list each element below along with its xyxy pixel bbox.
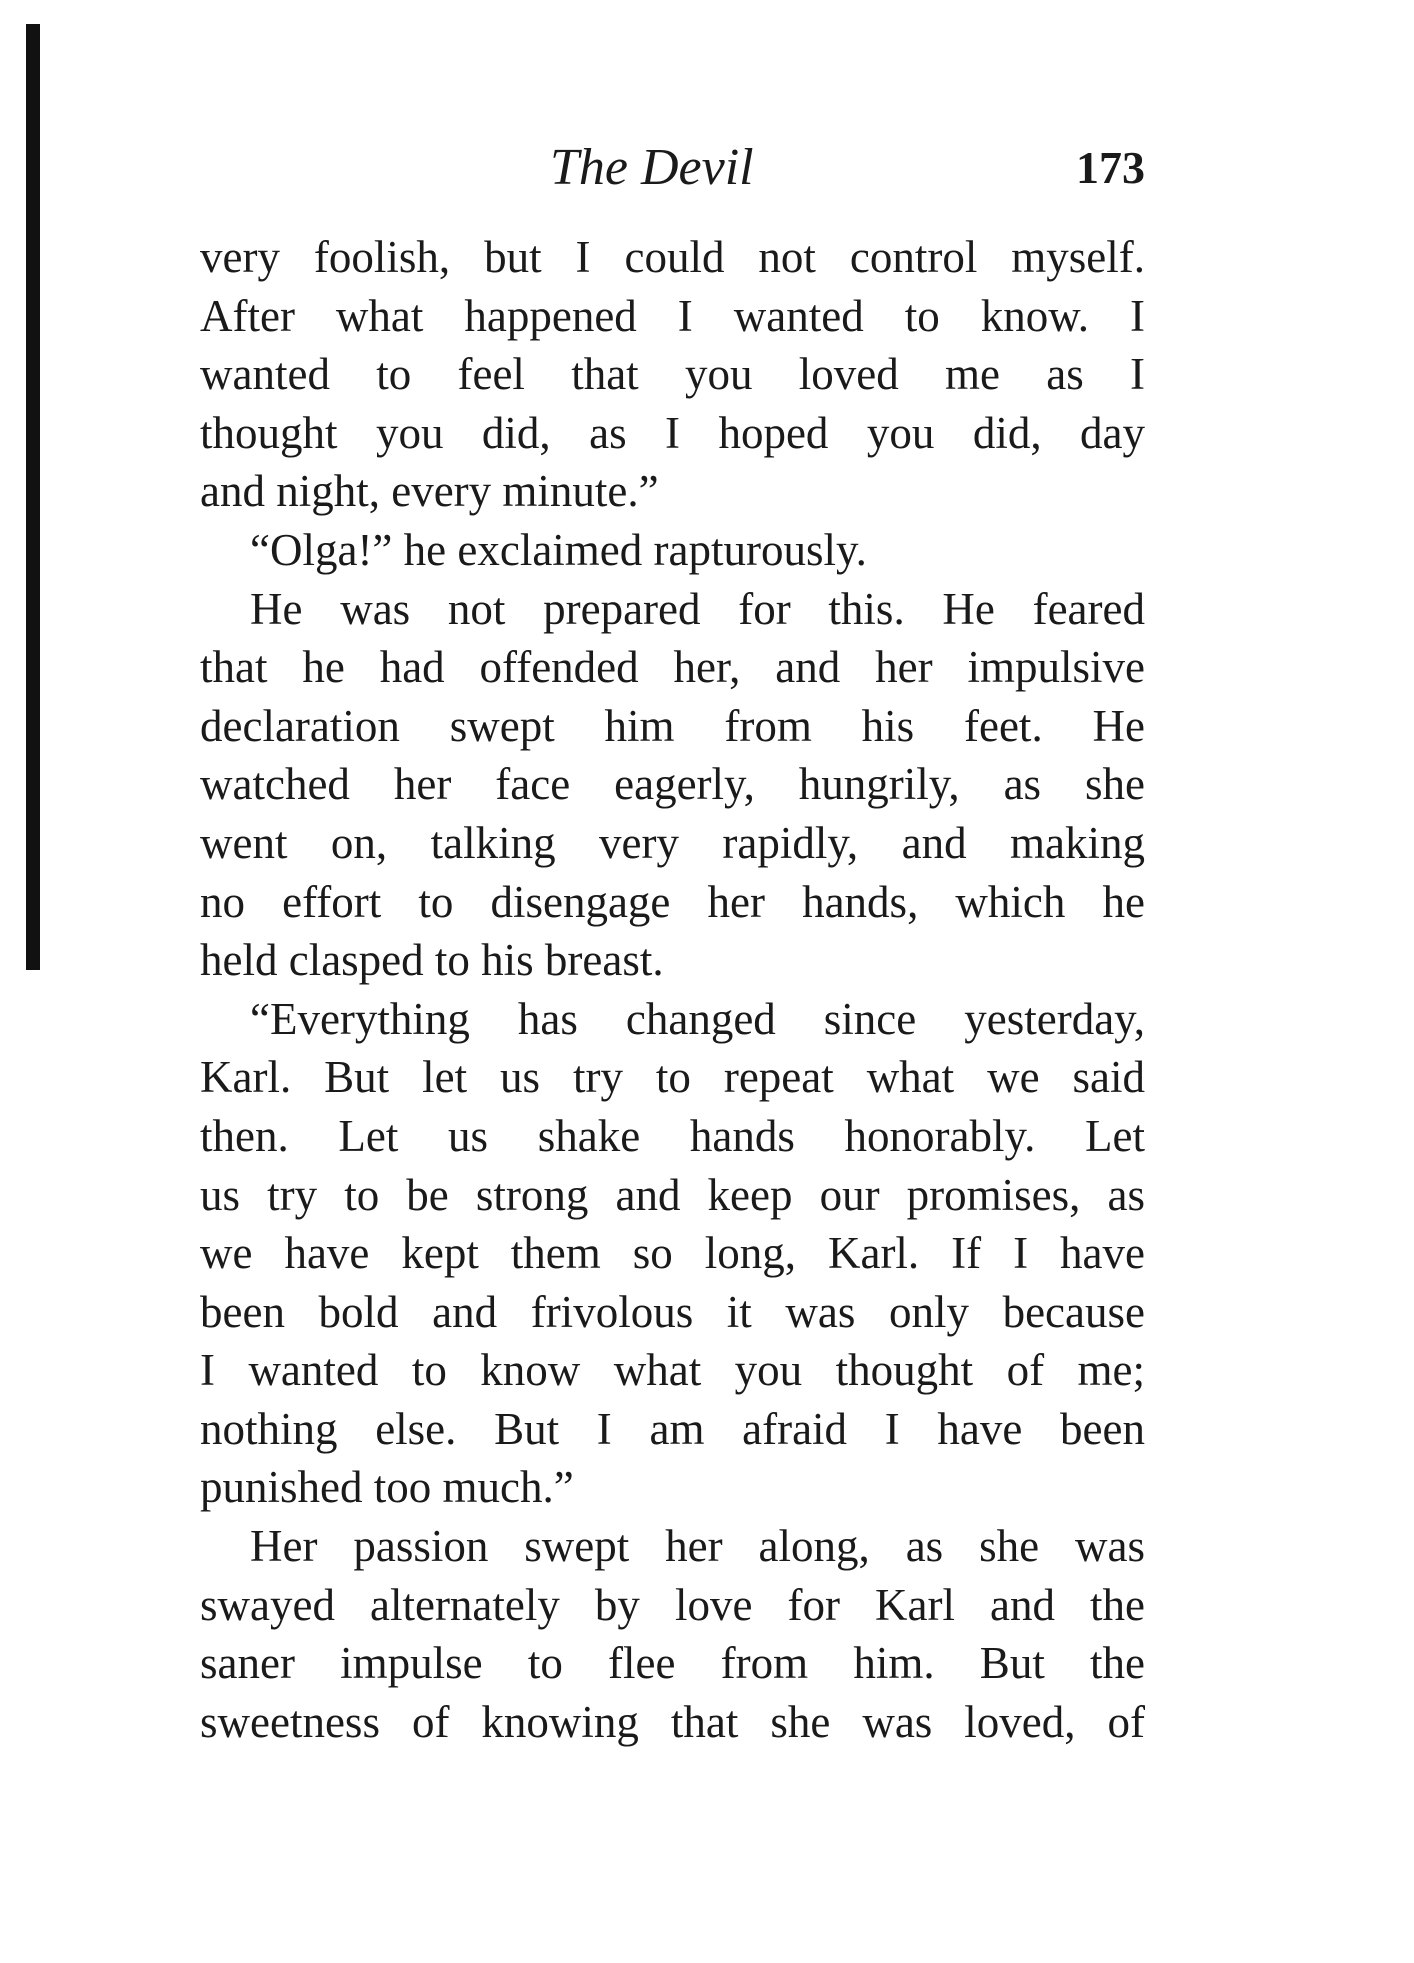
text-line: that he had offended her, and her impulsive <box>200 642 1145 693</box>
text-line: Karl. But let us try to repeat what we said <box>200 1052 1145 1103</box>
text-line: watched her face eagerly, hungrily, as she <box>200 759 1145 810</box>
running-head <box>200 138 1145 198</box>
text-line: nothing else. But I am afraid I have been <box>200 1403 1145 1454</box>
text-line: wanted to feel that you loved me as I <box>200 349 1145 400</box>
text-line: He was not prepared for this. He feared <box>250 583 1145 634</box>
text-line: no effort to disengage her hands, which he <box>200 876 1145 927</box>
text-line: then. Let us shake hands honorably. Let <box>200 1110 1145 1161</box>
text-line: held clasped to his breast. <box>200 935 664 986</box>
text-line: sweetness of knowing that she was loved, of <box>200 1696 1145 1747</box>
text-line: Her passion swept her along, as she was <box>250 1521 1145 1572</box>
text-line: declaration swept him from his feet. He <box>200 700 1145 751</box>
running-title: The Devil <box>550 139 754 196</box>
page-number: 173 <box>1076 142 1145 193</box>
text-line: thought you did, as I hoped you did, day <box>200 407 1145 458</box>
text-line: “Everything has changed since yesterday, <box>250 993 1145 1044</box>
text-line: “Olga!” he exclaimed rapturously. <box>250 524 867 575</box>
text-line: very foolish, but I could not control myself. <box>200 232 1145 282</box>
text-line: After what happened I wanted to know. I <box>200 290 1145 341</box>
text-line: I wanted to know what you thought of me; <box>200 1345 1145 1396</box>
text-line: went on, talking very rapidly, and making <box>200 817 1145 868</box>
text-line: saner impulse to flee from him. But the <box>200 1638 1145 1689</box>
text-line: and night, every minute.” <box>200 466 659 517</box>
binding-edge <box>26 24 40 970</box>
text-line: us try to be strong and keep our promises, as <box>200 1169 1145 1220</box>
text-line: been bold and frivolous it was only because <box>200 1286 1145 1337</box>
text-line: swayed alternately by love for Karl and the <box>200 1579 1145 1630</box>
text-line: punished too much.” <box>200 1462 574 1513</box>
text-line: we have kept them so long, Karl. If I have <box>200 1228 1145 1279</box>
body-text <box>200 228 1145 1751</box>
